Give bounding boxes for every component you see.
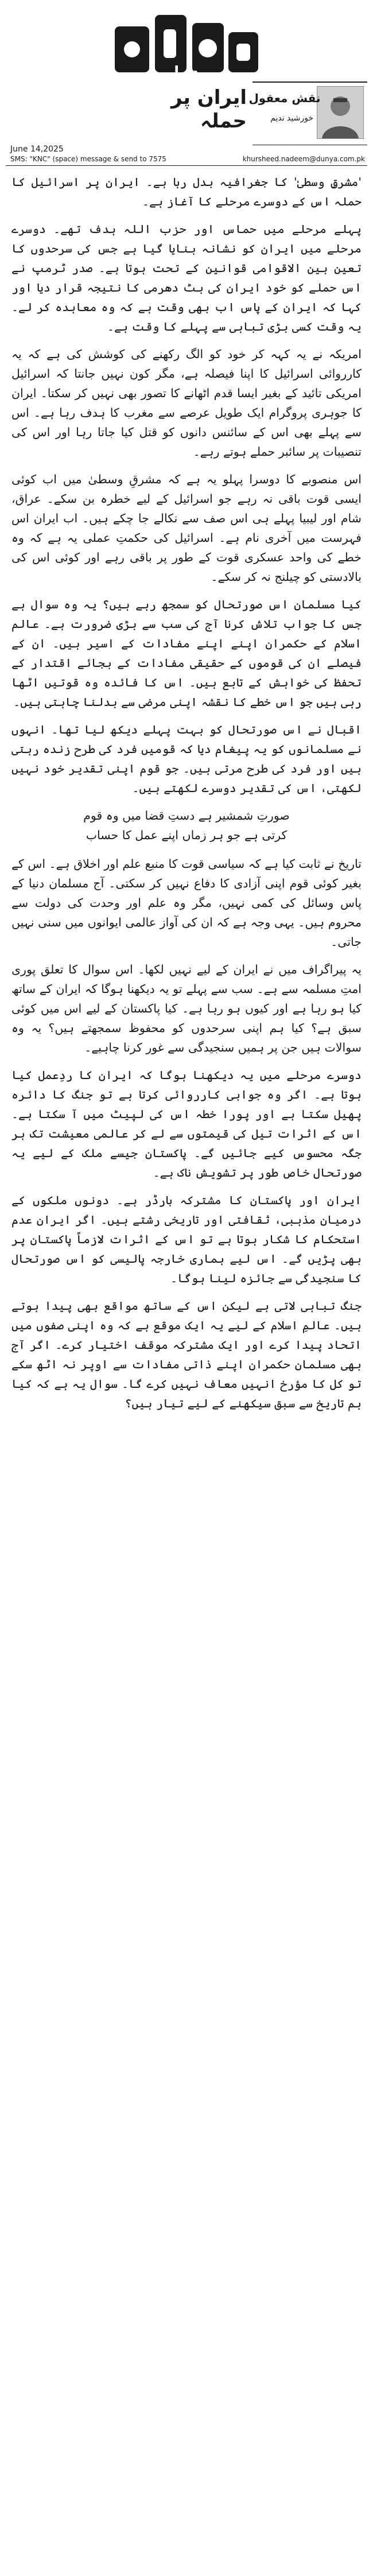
article-body: [11, 172, 362, 2566]
sms-instruction: SMS: "KNC" (space) message & send to 7575: [10, 155, 166, 163]
column-logo-art: [248, 86, 321, 109]
article-paragraph: تاریخ نے ثابت کیا ہے کہ سیاسی قوت کا منبع علم اور اخلاق ہے۔ اس کے بغیر کوئی قوم اپنی آزادی کا دفاع نہیں کر سکتی۔ آج مسلمان دنیا کے پاس وسائل کی کمی نہیں، مگر وہ علم اور وحدت کی دولت سے محروم ہیں۔ یہی وجہ ہے کہ ان کی آواز عالمی ایوانوں میں سنی نہیں جاتی۔: [11, 857, 362, 949]
columnist-name: خورشید ندیم: [270, 114, 313, 123]
poetry-couplet: [11, 806, 362, 845]
article-paragraph: 'مشرقِ وسطیٰ' کا جغرافیہ بدل رہا ہے۔ ایران پر اسرائیل کا حملہ اس کے دوسرے مرحلے کا آغاز ہے۔: [11, 175, 362, 208]
verse-line: صورتِ شمشیر ہے دستِ قضا میں وہ قوم: [83, 809, 290, 823]
masthead: [0, 0, 373, 165]
publication-date: June 14,2025: [10, 145, 64, 154]
columnist-email[interactable]: khursheed.nadeem@dunya.com.pk: [242, 155, 365, 163]
article-paragraph: پہلے مرحلے میں حماس اور حزب اللہ ہدف تھے۔ دوسرے مرحلے میں ایران کو نشانہ بنایا گیا ہے جس کی سرحدوں کا تعین بین الاقوامی قوانین کے تحت ہوتا ہے۔ صدر ٹرمپ نے اس حملے کو خود ایران کی ہٹ دھرمی کا نتیجہ قرار دیا اور کہا کہ ایران کے پاس اب بھی وقت ہے کہ وہ معاہدہ کر لے۔ یہ وقت کسی بڑی تباہی سے پہلے کا وقت ہے۔: [11, 222, 362, 333]
article-paragraph: یہ پیراگراف میں نے ایران کے لیے نہیں لکھا۔ اس سوال کا تعلق پوری امتِ مسلمہ سے ہے۔ سب سے پہلے تو یہ دیکھنا ہوگا کہ ایران کے ساتھ کیا ہو رہا ہے اور کیوں ہو رہا ہے۔ کیا پاکستان کے لیے اس میں کوئی سبق ہے؟ کیا ہم اپنی سرحدوں کو محفوظ سمجھتے ہیں؟ یہ وہ سوالات ہیں جن پر ہمیں سنجیدگی سے غور کرنا چاہیے۔: [11, 963, 362, 1054]
column-logo: [248, 86, 321, 109]
header-divider: [6, 165, 367, 166]
article-paragraph: اقبال نے اس صورتحال کو بہت پہلے دیکھ لیا تھا۔ انہوں نے مسلمانوں کو یہ پیغام دیا کہ قومیں فرد کی طرح زندہ رہتی ہیں اور فرد کی طرح مرتی ہیں۔ جو قوم اپنی تقدیر خود نہیں لکھتی، اس کی تقدیر دوسرے لکھتے ہیں۔: [11, 723, 362, 795]
article-paragraph: کیا مسلمان اس صورتحال کو سمجھ رہے ہیں؟ یہ وہ سوال ہے جس کا جواب تلاش کرنا آج کی سب سے بڑی ضرورت ہے۔ عالم اسلام کے حکمران اپنے اپنے مفادات کے اسیر ہیں۔ ان کے فیصلے ان کی قوموں کے حقیقی مفادات کے بجائے اقتدار کے تحفظ کی خواہش کے تابع ہیں۔ اس کا فائدہ وہ قوتیں اٹھا رہی ہیں جو اس خطے کا نقشہ اپنی مرضی سے بدلنا چاہتی ہیں۔: [11, 598, 362, 709]
column-name: نقش معقول: [248, 91, 321, 105]
article-paragraph: اس منصوبے کا دوسرا پہلو یہ ہے کہ مشرقِ وسطیٰ میں اب کوئی ایسی قوت باقی نہ رہے جو اسرائیل کے لیے خطرہ بن سکے۔ عراق، شام اور لیبیا پہلے ہی اس صف سے نکالے جا چکے ہیں۔ اب ایران اس فہرست میں آخری نام ہے۔ اسرائیل کی حکمتِ عملی یہ ہے کہ وہ خطے کی واحد عسکری قوت کے طور پر باقی رہے اور کوئی اس کی بالادستی کو چیلنج نہ کر سکے۔: [11, 472, 362, 584]
article-title: ایران پر حملہ: [171, 86, 247, 133]
newspaper-logo: [109, 3, 264, 81]
columnist-block: [248, 82, 367, 145]
columnist-photo: [317, 86, 364, 139]
article-paragraph: ایران اور پاکستان کا مشترکہ بارڈر ہے۔ دونوں ملکوں کے درمیان مذہبی، ثقافتی اور تاریخی رشتے ہیں۔ اگر ایران عدم استحکام کا شکار ہوتا ہے تو اس کے اثرات لازماً پاکستان پر بھی پڑیں گے۔ اس لیے ہماری خارجہ پالیسی کو اس صورتحال کا سنجیدگی سے جائزہ لینا ہوگا۔: [11, 1193, 362, 1285]
article-paragraph: امریکہ نے یہ کہہ کر خود کو الگ رکھنے کی کوشش کی ہے کہ یہ کارروائی اسرائیل کا اپنا فیصلہ ہے، مگر کون نہیں جانتا کہ اسرائیل امریکی تائید کے بغیر ایسا قدم اٹھانے کا تصور بھی نہیں کر سکتا۔ ایران کا جوہری پروگرام ایک طویل عرصے سے مغرب کا ہدف رہا ہے۔ اس سے پہلے بھی اس کے سائنس دانوں کو قتل کیا جاتا رہا اور اس کی تنصیبات پر سائبر حملے ہوتے رہے۔: [11, 347, 362, 459]
article-paragraph: دوسرے مرحلے میں یہ دیکھنا ہوگا کہ ایران کا ردِعمل کیا ہوتا ہے۔ اگر وہ جوابی کارروائی کرتا ہے تو جنگ کا دائرہ پھیل سکتا ہے اور پورا خطہ اس کی لپیٹ میں آ سکتا ہے۔ اس کے اثرات تیل کی قیمتوں سے لے کر عالمی معیشت تک ہر جگہ محسوس کیے جائیں گے۔ پاکستان جیسے ملک کے لیے یہ صورتحال خاص طور پر تشویش ناک ہے۔: [11, 1068, 362, 1180]
verse-line: کرتی ہے جو ہر زماں اپنے عمل کا حساب: [86, 828, 287, 842]
person-icon: [317, 87, 363, 138]
logo-text: دنیا: [174, 64, 199, 81]
article-paragraph: جنگ تباہی لاتی ہے لیکن اس کے ساتھ مواقع بھی پیدا ہوتے ہیں۔ عالمِ اسلام کے لیے یہ ایک موقع ہے کہ وہ اپنی صفوں میں اتحاد پیدا کرے اور ایک مشترکہ موقف اختیار کرے۔ اگر آج بھی مسلمان حکمران اپنے ذاتی مفادات سے اوپر نہ اٹھ سکے تو کل کا مؤرخ انہیں معاف نہیں کرے گا۔ سوال یہ ہے کہ کیا ہم تاریخ سے سبق سیکھنے کے لیے تیار ہیں؟: [11, 1299, 362, 1410]
